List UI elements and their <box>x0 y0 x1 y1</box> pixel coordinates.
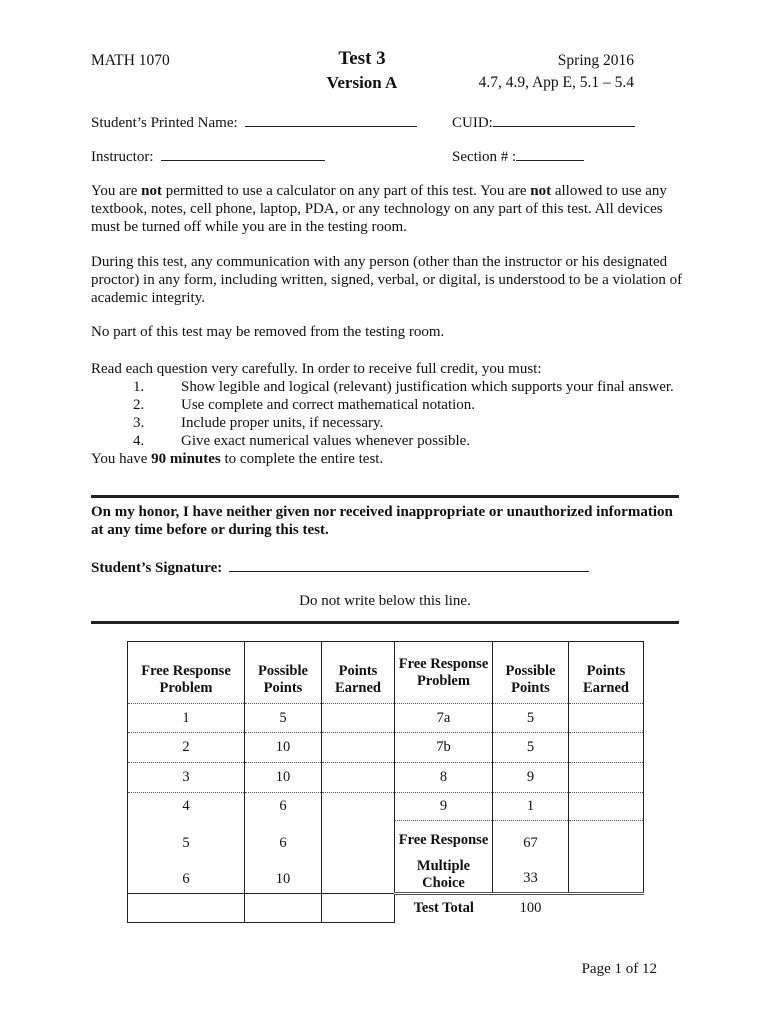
earned-cell[interactable] <box>569 793 644 821</box>
cuid-line[interactable] <box>493 112 635 127</box>
divider <box>91 621 679 624</box>
list-item: 3. Include proper units, if necessary. <box>133 415 384 431</box>
test-version: Version A <box>326 73 398 92</box>
table-total-row <box>128 894 644 923</box>
possible-cell: 5 <box>245 704 322 733</box>
possible-cell: 1 <box>493 793 569 821</box>
test-total-value: 100 <box>519 900 542 917</box>
earned-cell[interactable] <box>569 704 644 733</box>
blank-cell <box>322 894 395 923</box>
earned-cell[interactable] <box>322 763 395 793</box>
problem-cell: 4 <box>128 793 245 821</box>
possible-cell: 6 <box>245 821 322 858</box>
time-limit: You have 90 minutes to complete the entire test. <box>91 451 384 467</box>
problem-cell: 3 <box>128 763 245 793</box>
table-row <box>128 733 644 763</box>
earned-cell[interactable] <box>569 763 644 793</box>
section-line[interactable] <box>516 146 584 161</box>
integrity-rule: During this test, any communication with any person (other than the instructor or his designated proctor) in any form, including written, signed, verbal, or digital, is understood to be a violation of academic integrity. <box>91 254 683 306</box>
header-points-earned: Points Earned <box>569 642 644 704</box>
possible-cell: 5 <box>493 733 569 763</box>
problem-cell: 7b <box>395 733 493 763</box>
signature-field[interactable] <box>91 557 589 577</box>
possible-cell: 10 <box>245 733 322 763</box>
page-number: Page 1 of 12 <box>581 961 657 977</box>
earned-cell[interactable] <box>322 733 395 763</box>
blank-cell <box>245 894 322 923</box>
removal-rule: No part of this test may be removed from the testing room. <box>91 324 445 340</box>
table-row <box>128 763 644 793</box>
course-code: MATH 1070 <box>91 52 170 69</box>
problem-cell: 5 <box>128 821 245 858</box>
header-free-response-problem: Free Response Problem <box>128 642 245 704</box>
earned-cell[interactable] <box>322 858 395 894</box>
possible-cell: 6 <box>245 793 322 821</box>
signature-line[interactable] <box>229 557 589 572</box>
possible-cell: 33 <box>493 858 569 894</box>
possible-cell: 5 <box>493 704 569 733</box>
test-total-earned[interactable] <box>569 894 644 923</box>
instructor-field[interactable] <box>91 146 325 166</box>
possible-cell: 10 <box>245 858 322 894</box>
earned-cell[interactable] <box>569 821 644 858</box>
section-label: Section # : <box>452 149 517 165</box>
instructions <box>91 360 683 468</box>
possible-cell: 10 <box>245 763 322 793</box>
list-item: 2. Use complete and correct mathematical notation. <box>133 397 476 413</box>
table-row <box>128 858 644 894</box>
signature-label: Student’s Signature: <box>91 560 223 576</box>
earned-cell[interactable] <box>322 793 395 821</box>
table-header-row <box>128 642 644 704</box>
section-field[interactable] <box>452 146 584 166</box>
instructor-line[interactable] <box>161 146 325 161</box>
test-title: Test 3 <box>338 48 386 69</box>
term: Spring 2016 <box>557 52 634 69</box>
honor-statement: On my honor, I have neither given nor received inappropriate or unauthorized information at any time before or during this test. <box>91 504 673 538</box>
divider <box>91 495 679 498</box>
table-row <box>128 793 644 821</box>
header-possible-points: Possible Points <box>493 642 569 704</box>
score-table <box>127 641 644 923</box>
problem-cell: 1 <box>128 704 245 733</box>
problem-cell: 7a <box>395 704 493 733</box>
possible-cell: 67 <box>493 821 569 858</box>
cuid-label: CUID: <box>452 115 493 131</box>
header-points-earned: Points Earned <box>322 642 395 704</box>
table-row <box>128 704 644 733</box>
problem-cell: 2 <box>128 733 245 763</box>
list-item: 1. Show legible and logical (relevant) justification which supports your final answer. <box>133 379 674 395</box>
problem-cell: 9 <box>395 793 493 821</box>
cuid-field[interactable] <box>452 112 635 132</box>
blank-cell <box>128 894 245 923</box>
student-name-line[interactable] <box>245 112 417 127</box>
earned-cell[interactable] <box>569 733 644 763</box>
earned-cell[interactable] <box>322 821 395 858</box>
possible-cell: 9 <box>493 763 569 793</box>
table-row <box>128 821 644 858</box>
student-name-field[interactable] <box>91 112 417 132</box>
instructions-intro: Read each question very carefully. In order to receive full credit, you must: <box>91 361 542 377</box>
header-free-response-problem: Free Response Problem <box>395 642 493 704</box>
student-name-label: Student’s Printed Name: <box>91 115 238 131</box>
test-total-label: Test Total <box>413 900 474 917</box>
free-response-subtotal-label: Free Response <box>395 821 493 858</box>
instructor-label: Instructor: <box>91 149 154 165</box>
earned-cell[interactable] <box>322 704 395 733</box>
do-not-write-note: Do not write below this line. <box>299 593 471 609</box>
problem-cell: 8 <box>395 763 493 793</box>
instructions-list <box>91 378 683 450</box>
earned-cell[interactable] <box>569 858 644 894</box>
sections-covered: 4.7, 4.9, App E, 5.1 – 5.4 <box>478 74 634 91</box>
list-item: 4. Give exact numerical values whenever possible. <box>133 433 471 449</box>
problem-cell: 6 <box>128 858 245 894</box>
calculator-rule: You are not permitted to use a calculator on any part of this test. You are not allowed to use any textbook, notes, cell phone, laptop, PDA, or any technology on any part of this test. All devices must be turned off while you are in the testing room. <box>91 183 667 235</box>
header-possible-points: Possible Points <box>245 642 322 704</box>
multiple-choice-label: Multiple Choice <box>395 858 493 894</box>
